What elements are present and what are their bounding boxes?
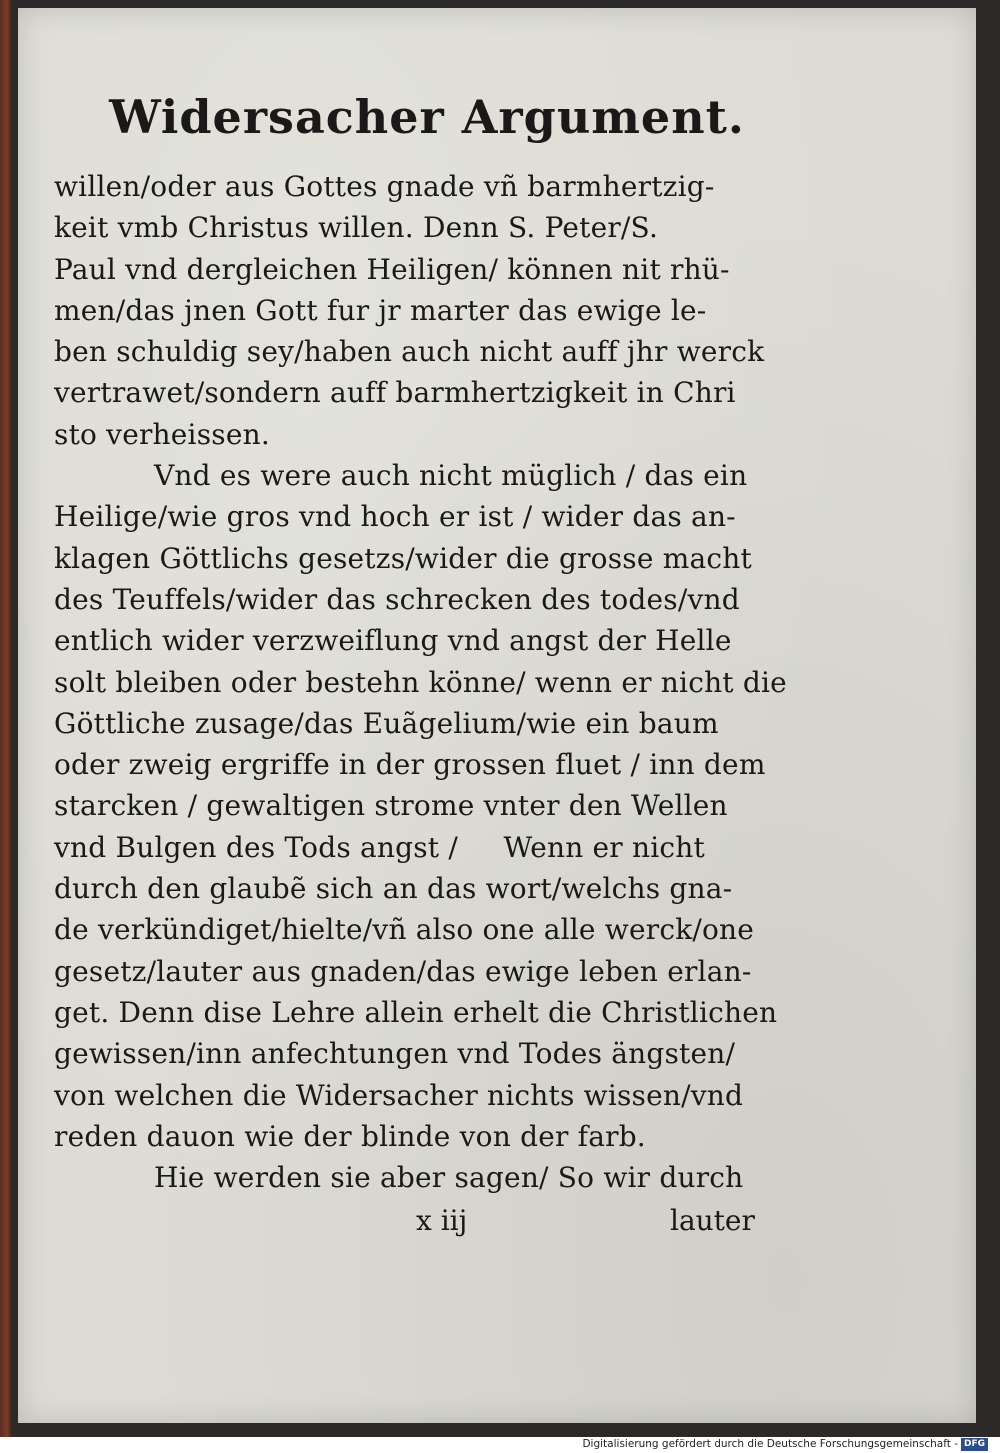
text-line: entlich wider verzweiflung vnd angst der Helle [54, 624, 732, 658]
text-line: reden dauon wie der blinde von der farb. [54, 1119, 646, 1153]
text-line: klagen Göttlichs gesetzs/wider die grosse macht [54, 541, 752, 575]
text-line: Göttliche zusage/das Euãgelium/wie ein baum [54, 706, 719, 740]
text-line: vertrawet/sondern auff barmhertzigkeit in Chri [54, 376, 736, 410]
text-line: durch den glaubẽ sich an das wort/welchs gna- [54, 872, 733, 906]
text-line: men/das jnen Gott fur jr marter das ewige le- [54, 293, 707, 327]
text-line: ben schuldig sey/haben auch nicht auff jhr werck [54, 335, 765, 369]
catchword: lauter [670, 1204, 755, 1237]
book-edge [0, 0, 12, 1437]
text-line: keit vmb Christus willen. Denn S. Peter/S. [54, 211, 659, 245]
signature-mark: x iij [416, 1204, 468, 1237]
text-line: vnd Bulgen des Tods angst / Wenn er nicht [54, 830, 705, 864]
dfg-logo: DFG [961, 1438, 988, 1451]
text-line: willen/oder aus Gottes gnade vñ barmhertzig- [54, 170, 715, 203]
text-line: gewissen/inn anfechtungen vnd Todes ängsten/ [54, 1037, 736, 1071]
text-line: Hie werden sie aber sagen/ So wir durch [154, 1161, 744, 1195]
text-line: de verkündiget/hielte/vñ also one alle werck/one [54, 913, 755, 947]
text-line: get. Denn dise Lehre allein erhelt die Christlichen [54, 995, 778, 1029]
page-foot [18, 1204, 836, 1246]
text-line: sto verheissen. [54, 417, 270, 451]
text-line: gesetz/lauter aus gnaden/das ewige leben erlan- [54, 954, 752, 988]
body-text [54, 166, 787, 1198]
text-line: des Teuffels/wider das schrecken des todes/vnd [54, 582, 740, 616]
text-line: solt bleiben oder bestehn könne/ wenn er nicht die [54, 665, 787, 699]
text-line: von welchen die Widersacher nichts wissen/vnd [54, 1078, 744, 1112]
text-line: starcken / gewaltigen strome vnter den Wellen [54, 789, 728, 823]
text-line: oder zweig ergriffe in der grossen fluet / inn dem [54, 748, 766, 782]
running-head: Widersacher Argument. [109, 90, 745, 144]
text-line: Vnd es were auch nicht müglich / das ein [154, 459, 748, 493]
text-line: Paul vnd dergleichen Heiligen/ können nit rhü- [54, 252, 730, 286]
text-line: Heilige/wie gros vnd hoch er ist / wider das an- [54, 500, 736, 534]
credit-text: Digitalisierung gefördert durch die Deutsche Forschungsgemeinschaft - [582, 1438, 958, 1450]
book-page [18, 8, 976, 1423]
digitization-credit [582, 1436, 988, 1453]
